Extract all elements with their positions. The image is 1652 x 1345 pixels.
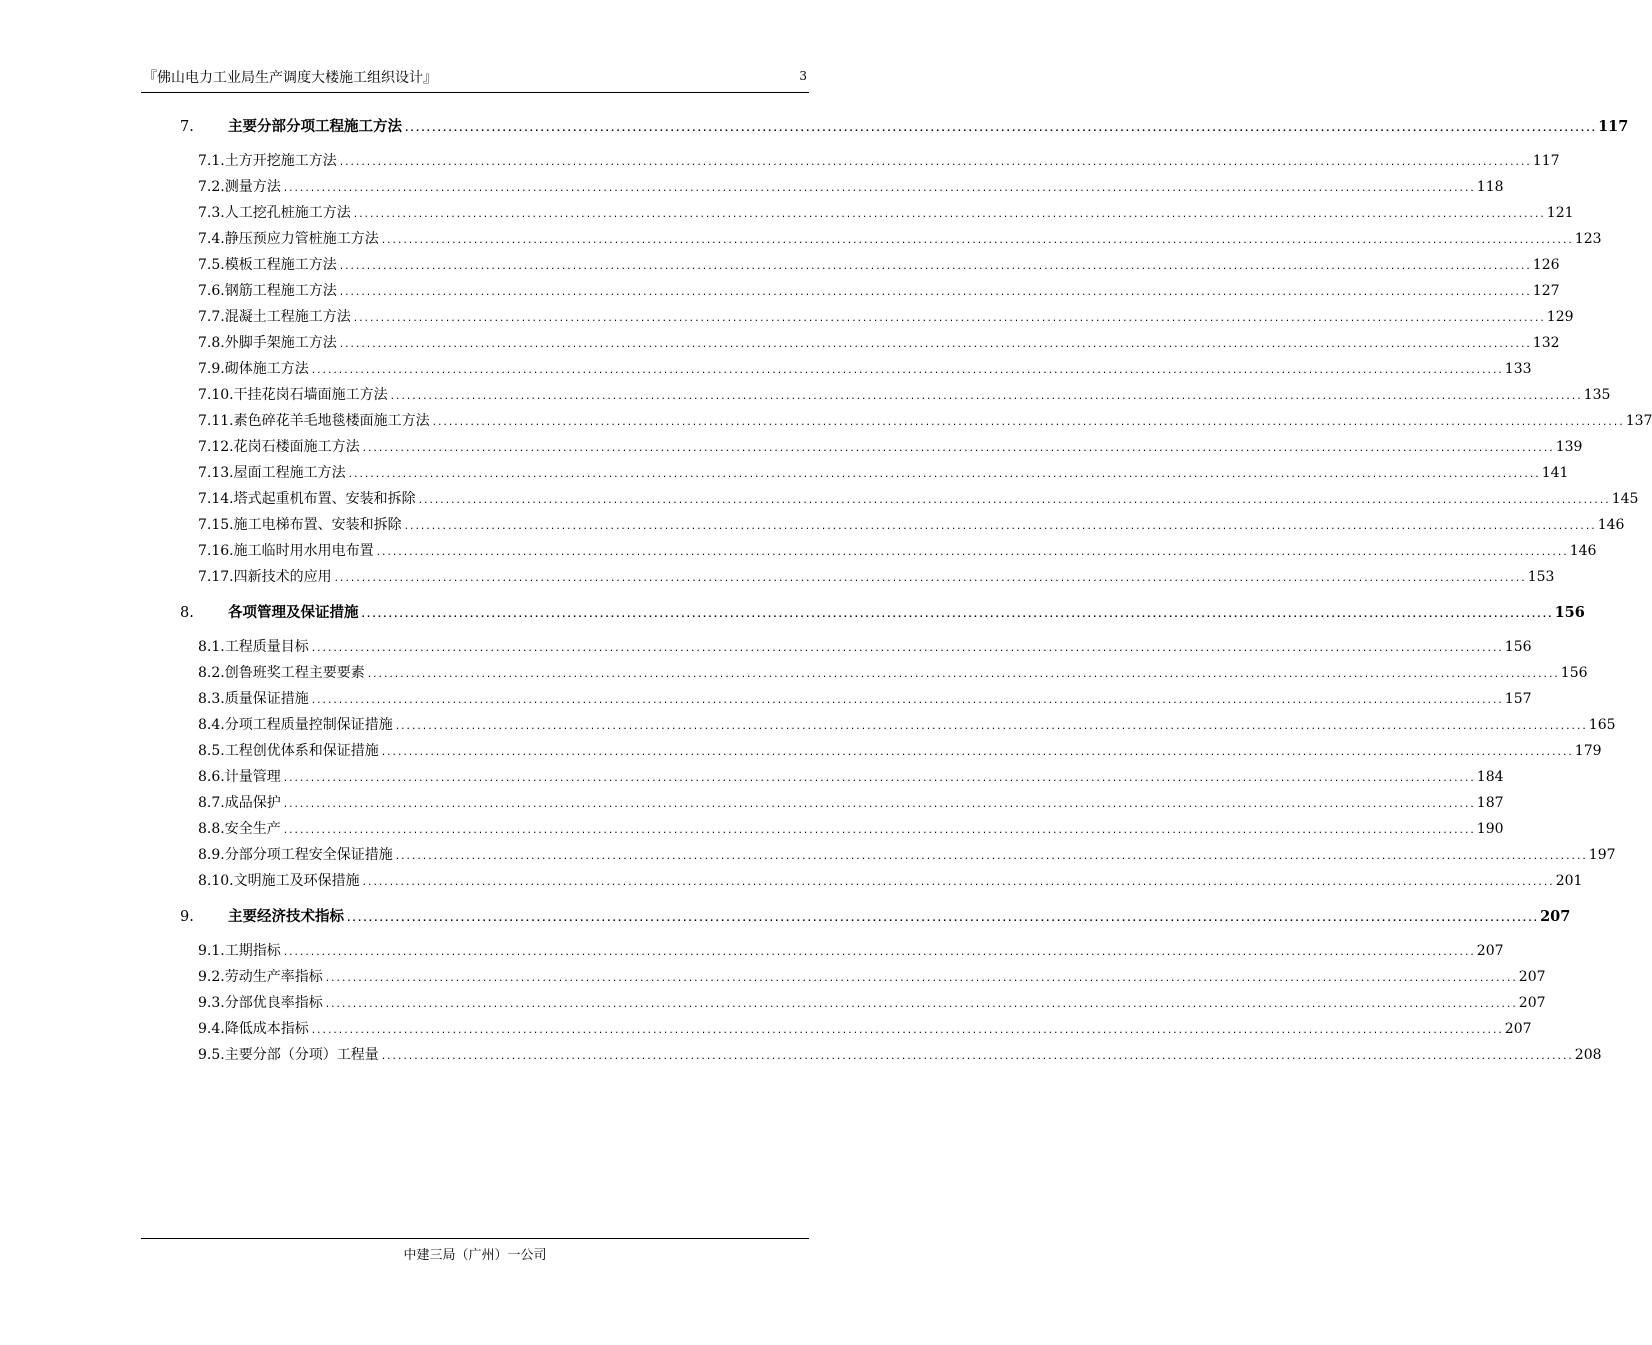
toc-leader-dots: ............................................................................................................................................................................................................................ — [380, 1052, 1573, 1062]
toc-section-title: 7.3.人工挖孔桩施工方法 — [198, 205, 351, 221]
toc-section-title: 7.5.模板工程施工方法 — [198, 257, 337, 273]
toc-section-title: 8.5.工程创优体系和保证措施 — [198, 743, 379, 759]
toc-section-entry[interactable] — [180, 940, 1504, 966]
toc-leader-dots: ............................................................................................................................................................................................................................ — [282, 774, 1475, 784]
toc-section-entry[interactable] — [180, 150, 1560, 176]
toc-leader-dots: ............................................................................................................................................................................................................................ — [431, 418, 1624, 428]
toc-chapter-title: 主要经济技术指标 — [228, 908, 344, 925]
toc-leader-dots: ............................................................................................................................................................................................................................ — [310, 1026, 1503, 1036]
toc-chapter-title: 主要分部分项工程施工方法 — [228, 118, 402, 135]
toc-section-page: 141 — [1541, 465, 1569, 481]
toc-leader-dots: ............................................................................................................................................................................................................................ — [310, 696, 1503, 706]
toc-section-entry[interactable] — [180, 410, 1652, 436]
toc-section-entry[interactable] — [180, 332, 1560, 358]
toc-chapter-number: 8. — [180, 605, 194, 621]
toc-leader-dots: ............................................................................................................................................................................................................................ — [310, 366, 1503, 376]
toc-section-entry[interactable] — [180, 792, 1504, 818]
toc-leader-dots: ............................................................................................................................................................................................................................ — [375, 548, 1568, 558]
toc-section-entry[interactable] — [180, 714, 1616, 740]
toc-leader-dots: ............................................................................................................................................................................................................................ — [389, 392, 1582, 402]
toc-leader-dots: ............................................................................................................................................................................................................................ — [346, 914, 1539, 924]
toc-section-entry[interactable] — [180, 992, 1546, 1018]
toc-section-page: 146 — [1569, 543, 1597, 559]
toc-chapter-number: 9. — [180, 909, 194, 925]
toc-section-page: 207 — [1476, 943, 1504, 959]
toc-section-title: 7.7.混凝土工程施工方法 — [198, 309, 351, 325]
toc-section-entry[interactable] — [180, 740, 1602, 766]
toc-leader-dots: ............................................................................................................................................................................................................................ — [333, 574, 1526, 584]
toc-section-entry[interactable] — [180, 1018, 1532, 1044]
toc-section-title: 9.3.分部优良率指标 — [198, 995, 323, 1011]
toc-section-page: 135 — [1583, 387, 1611, 403]
toc-section-title: 8.9.分部分项工程安全保证措施 — [198, 847, 393, 863]
toc-section-page: 156 — [1504, 639, 1532, 655]
toc-leader-dots: ............................................................................................................................................................................................................................ — [352, 314, 1545, 324]
toc-leader-dots: ............................................................................................................................................................................................................................ — [360, 610, 1553, 620]
toc-section-title: 7.11.素色碎花羊毛地毯楼面施工方法 — [198, 413, 430, 429]
toc-section-title: 7.1.土方开挖施工方法 — [198, 153, 337, 169]
toc-leader-dots: ............................................................................................................................................................................................................................ — [338, 158, 1531, 168]
toc-section-page: 207 — [1504, 1021, 1532, 1037]
toc-section-title: 7.14.塔式起重机布置、安装和拆除 — [198, 491, 416, 507]
toc-section-entry[interactable] — [180, 636, 1532, 662]
toc-leader-dots: ............................................................................................................................................................................................................................ — [282, 184, 1475, 194]
toc-section-entry[interactable] — [180, 766, 1504, 792]
toc-leader-dots: ............................................................................................................................................................................................................................ — [338, 340, 1531, 350]
toc-section-entry[interactable] — [180, 844, 1616, 870]
toc-section-page: 145 — [1611, 491, 1639, 507]
toc-section-title: 7.9.砌体施工方法 — [198, 361, 309, 377]
toc-section-entry[interactable] — [180, 358, 1532, 384]
toc-section-title: 9.4.降低成本指标 — [198, 1021, 309, 1037]
toc-section-entry[interactable] — [180, 202, 1574, 228]
toc-chapter-title: 各项管理及保证措施 — [228, 604, 359, 621]
toc-leader-dots: ............................................................................................................................................................................................................................ — [352, 210, 1545, 220]
toc-leader-dots: ............................................................................................................................................................................................................................ — [282, 826, 1475, 836]
toc-section-entry[interactable] — [180, 966, 1546, 992]
toc-section-page: 165 — [1588, 717, 1616, 733]
toc-section-page: 137 — [1625, 413, 1652, 429]
toc-section-entry[interactable] — [180, 488, 1639, 514]
page-footer — [141, 1238, 809, 1263]
toc-section-title: 8.3.质量保证措施 — [198, 691, 309, 707]
toc-section-title: 7.16.施工临时用水用电布置 — [198, 543, 374, 559]
toc-leader-dots: ............................................................................................................................................................................................................................ — [338, 288, 1531, 298]
toc-section-page: 207 — [1518, 969, 1546, 985]
toc-leader-dots: ............................................................................................................................................................................................................................ — [403, 522, 1596, 532]
toc-section-entry[interactable] — [180, 176, 1504, 202]
toc-section-title: 8.8.安全生产 — [198, 821, 281, 837]
toc-section-title: 9.5.主要分部（分项）工程量 — [198, 1047, 379, 1063]
toc-section-title: 7.10.干挂花岗石墙面施工方法 — [198, 387, 388, 403]
toc-section-page: 184 — [1476, 769, 1504, 785]
toc-section-title: 7.2.测量方法 — [198, 179, 281, 195]
page-number: 3 — [799, 69, 807, 83]
toc-leader-dots: ............................................................................................................................................................................................................................ — [310, 644, 1503, 654]
toc-section-page: 201 — [1555, 873, 1583, 889]
toc-section-entry[interactable] — [180, 870, 1583, 896]
toc-leader-dots: ............................................................................................................................................................................................................................ — [282, 800, 1475, 810]
toc-section-entry[interactable] — [180, 254, 1560, 280]
toc-chapter-entry[interactable] — [180, 115, 1629, 139]
toc-section-title: 8.1.工程质量目标 — [198, 639, 309, 655]
toc-section-page: 153 — [1527, 569, 1555, 585]
toc-leader-dots: ............................................................................................................................................................................................................................ — [394, 852, 1587, 862]
toc-leader-dots: ............................................................................................................................................................................................................................ — [404, 124, 1597, 134]
toc-section-title: 8.7.成品保护 — [198, 795, 281, 811]
toc-section-entry[interactable] — [180, 818, 1504, 844]
toc-section-page: 117 — [1532, 153, 1560, 169]
toc-chapter-entry[interactable] — [180, 905, 1571, 929]
toc-section-title: 9.1.工期指标 — [198, 943, 281, 959]
toc-leader-dots: ............................................................................................................................................................................................................................ — [366, 670, 1559, 680]
toc-section-entry[interactable] — [180, 662, 1588, 688]
toc-section-page: 187 — [1476, 795, 1504, 811]
toc-section-page: 208 — [1574, 1047, 1602, 1063]
toc-section-title: 8.4.分项工程质量控制保证措施 — [198, 717, 393, 733]
toc-leader-dots: ............................................................................................................................................................................................................................ — [338, 262, 1531, 272]
toc-section-entry[interactable] — [180, 228, 1602, 254]
toc-section-page: 157 — [1504, 691, 1532, 707]
toc-section-title: 7.8.外脚手架施工方法 — [198, 335, 337, 351]
toc-section-page: 139 — [1555, 439, 1583, 455]
toc-section-page: 127 — [1532, 283, 1560, 299]
toc-leader-dots: ............................................................................................................................................................................................................................ — [361, 878, 1554, 888]
toc-section-title: 7.6.钢筋工程施工方法 — [198, 283, 337, 299]
toc-section-title: 7.17.四新技术的应用 — [198, 569, 332, 585]
toc-section-page: 133 — [1504, 361, 1532, 377]
toc-section-title: 8.10.文明施工及环保措施 — [198, 873, 360, 889]
toc-section-page: 132 — [1532, 335, 1560, 351]
toc-leader-dots: ............................................................................................................................................................................................................................ — [394, 722, 1587, 732]
toc-chapter-page: 117 — [1598, 118, 1629, 135]
toc-section-entry[interactable] — [180, 566, 1555, 592]
toc-section-entry[interactable] — [180, 306, 1574, 332]
toc-section-entry[interactable] — [180, 688, 1532, 714]
toc-section-entry[interactable] — [180, 436, 1583, 462]
toc-section-entry[interactable] — [180, 280, 1560, 306]
toc-section-entry[interactable] — [180, 514, 1625, 540]
toc-section-title: 7.12.花岗石楼面施工方法 — [198, 439, 360, 455]
toc-section-title: 9.2.劳动生产率指标 — [198, 969, 323, 985]
toc-section-page: 190 — [1476, 821, 1504, 837]
footer-company: 中建三局（广州）一公司 — [403, 1248, 547, 1263]
toc-section-entry[interactable] — [180, 1044, 1602, 1070]
toc-section-page: 156 — [1560, 665, 1588, 681]
toc-leader-dots: ............................................................................................................................................................................................................................ — [347, 470, 1540, 480]
toc-section-page: 146 — [1597, 517, 1625, 533]
toc-chapter-page: 207 — [1540, 908, 1571, 925]
toc-section-entry[interactable] — [180, 384, 1611, 410]
toc-section-page: 129 — [1546, 309, 1574, 325]
toc-section-page: 121 — [1546, 205, 1574, 221]
toc-section-page: 118 — [1476, 179, 1504, 195]
toc-section-entry[interactable] — [180, 540, 1597, 566]
toc-leader-dots: ............................................................................................................................................................................................................................ — [380, 236, 1573, 246]
toc-leader-dots: ............................................................................................................................................................................................................................ — [282, 948, 1475, 958]
toc-leader-dots: ............................................................................................................................................................................................................................ — [417, 496, 1610, 506]
toc-section-title: 7.15.施工电梯布置、安装和拆除 — [198, 517, 402, 533]
toc-section-entry[interactable] — [180, 462, 1569, 488]
toc-section-page: 179 — [1574, 743, 1602, 759]
toc-leader-dots: ............................................................................................................................................................................................................................ — [324, 1000, 1517, 1010]
toc-section-title: 7.4.静压预应力管桩施工方法 — [198, 231, 379, 247]
toc-chapter-page: 156 — [1554, 604, 1585, 621]
toc-section-title: 8.2.创鲁班奖工程主要要素 — [198, 665, 365, 681]
table-of-contents — [180, 115, 1652, 1079]
toc-leader-dots: ............................................................................................................................................................................................................................ — [324, 974, 1517, 984]
page-header — [141, 64, 809, 93]
toc-section-page: 123 — [1574, 231, 1602, 247]
toc-leader-dots: ............................................................................................................................................................................................................................ — [380, 748, 1573, 758]
toc-section-page: 126 — [1532, 257, 1560, 273]
toc-leader-dots: ............................................................................................................................................................................................................................ — [361, 444, 1554, 454]
toc-section-title: 8.6.计量管理 — [198, 769, 281, 785]
toc-chapter-entry[interactable] — [180, 601, 1585, 625]
toc-section-page: 207 — [1518, 995, 1546, 1011]
toc-chapter-number: 7. — [180, 119, 194, 135]
toc-section-title: 7.13.屋面工程施工方法 — [198, 465, 346, 481]
document-title: 『佛山电力工业局生产调度大楼施工组织设计』 — [143, 70, 437, 86]
toc-section-page: 197 — [1588, 847, 1616, 863]
